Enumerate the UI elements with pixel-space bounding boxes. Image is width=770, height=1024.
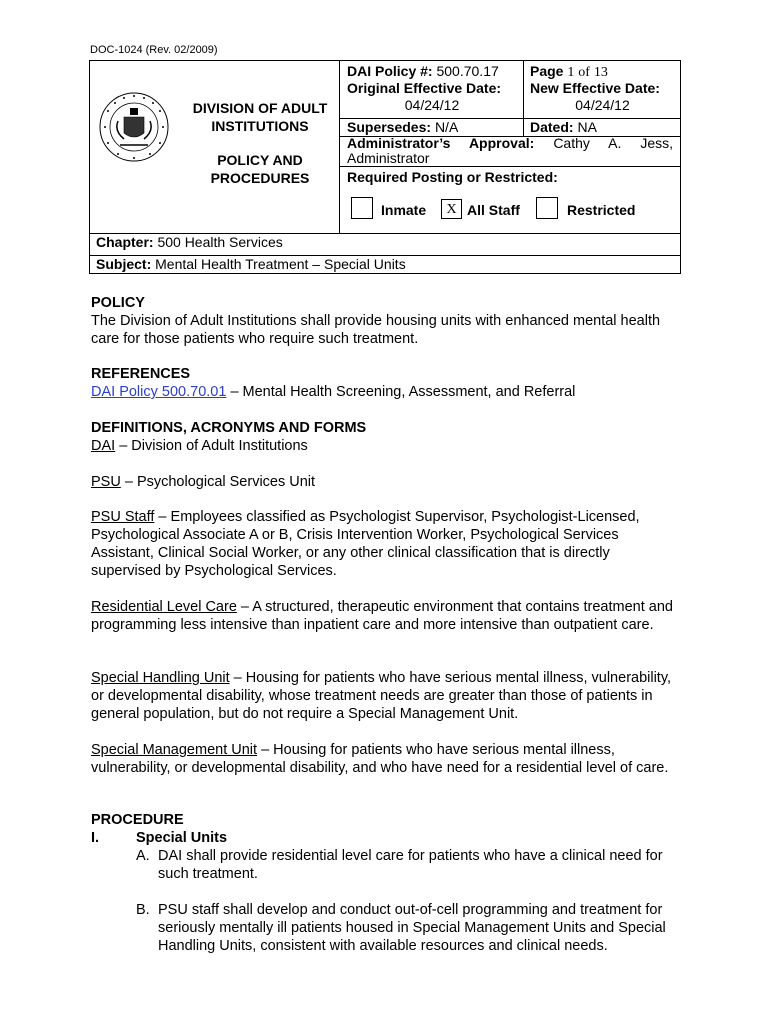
references-heading: REFERENCES [91,366,191,382]
dated: Dated: NA [530,119,597,135]
supersedes: Supersedes: N/A [347,119,459,135]
definitions-section [91,419,681,455]
division-title: DIVISION OF ADULT INSTITUTIONS [192,100,328,134]
policy-procedures-title: POLICY AND PROCEDURES [210,152,310,186]
administrator-title: Administrator [347,150,430,166]
divider [339,61,340,234]
inmate-checkbox[interactable] [351,197,373,219]
new-date-label: New Effective Date: [530,80,660,96]
reference-item: DAI Policy 500.70.01 – Mental Health Screening, Assessment, and Referral [91,384,576,400]
definition-item: PSU – Psychological Services Unit [91,474,316,490]
page-indicator: Page 1 of 13 [530,63,608,80]
restricted-label: Restricted [567,202,636,218]
definition-item: Special Handling Unit – Housing for patients who have serious mental illness, vulnerability, or developmental disability, whose treatment needs are greater than those of patients in general population, but do not require a Special Management Unit. [91,670,672,722]
policy-number: DAI Policy #: 500.70.17 [347,63,499,79]
section-heading: I. Special Units [91,830,228,846]
original-date: 04/24/12 [404,97,460,113]
references-section [91,365,681,401]
procedure-item: B. PSU staff shall develop and conduct out-of-cell programming and treatment for seriously mentally ill patients housed in Special Management Units and Special Handling Units, consistent with available resources and clinical needs. [136,902,666,954]
policy-text: The Division of Adult Institutions shall provide housing units with enhanced mental health care for those patients who require such treatment. [91,313,661,347]
inmate-label: Inmate [381,202,427,218]
reference-link[interactable]: DAI Policy 500.70.01 [91,384,227,400]
definition-item: PSU Staff – Employees classified as Psychologist Supervisor, Psychologist-Licensed, Psychological Associate A or B, Crisis Intervention Worker, Psychological Services Assistant, Clinical Social Worker, or any other clinical classification that is directly supervised by Psychological Services. [91,509,640,579]
state-seal-icon [98,91,170,163]
posting-label: Required Posting or Restricted: [347,169,558,185]
restricted-checkbox[interactable] [536,197,558,219]
subject: Subject: Mental Health Treatment – Special Units [96,256,406,272]
all-staff-checkbox[interactable]: X [441,199,462,219]
definition-item: Residential Level Care – A structured, therapeutic environment that contains treatment and programming less intensive than inpatient care and more intensive than outpatient care. [91,599,673,633]
procedure-section [91,811,681,847]
original-date-label: Original Effective Date: [347,80,502,96]
document-form-number: DOC-1024 (Rev. 02/2009) [90,44,218,56]
procedure-heading: PROCEDURE [91,812,184,828]
all-staff-label: All Staff [467,202,520,218]
administrator-approval: Administrator’s Approval: Cathy A. Jess, [347,135,674,151]
new-date: 04/24/12 [575,97,630,113]
definition-item: DAI – Division of Adult Institutions [91,438,308,454]
procedure-item: A. DAI shall provide residential level care for patients who have a clinical need for such treatment. [136,848,663,882]
definitions-heading: DEFINITIONS, ACRONYMS AND FORMS [91,420,367,436]
policy-heading: POLICY [91,295,145,311]
policy-header-table [89,60,681,274]
definition-item: Special Management Unit – Housing for patients who have serious mental illness, vulnerability, or developmental disability, and who have need for a residential level of care. [91,742,669,776]
policy-section [91,294,681,348]
chapter: Chapter: 500 Health Services [96,234,283,250]
divider [523,61,524,137]
